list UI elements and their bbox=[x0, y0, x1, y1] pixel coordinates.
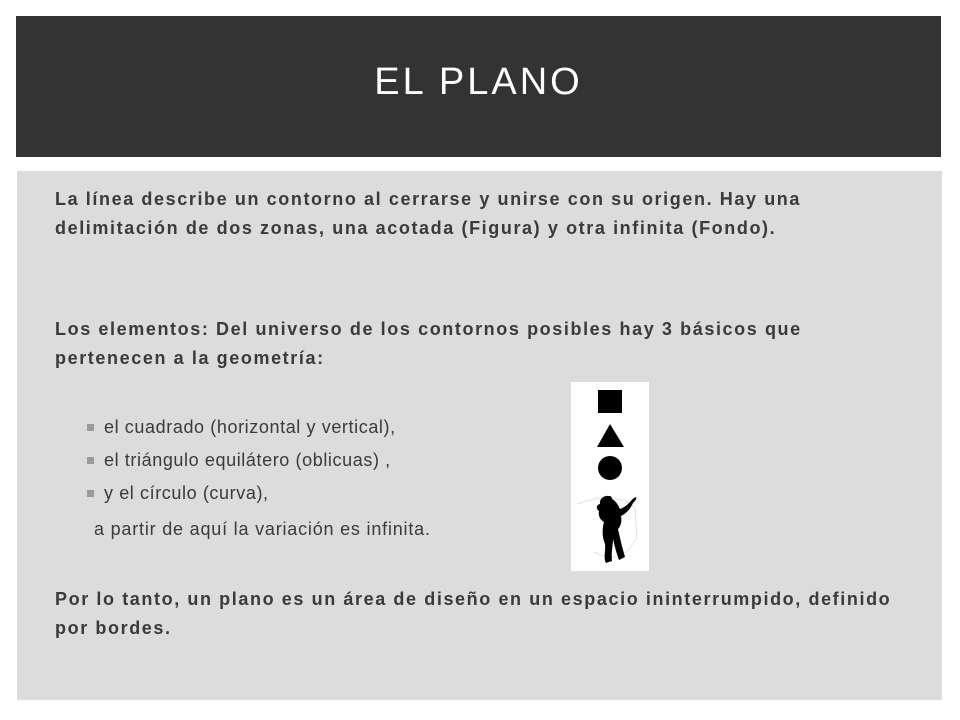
shapes-figure bbox=[571, 382, 649, 571]
list-item-label: el triángulo equilátero (oblicuas) , bbox=[104, 450, 391, 470]
figure-silhouette-icon bbox=[577, 496, 637, 563]
list-item bbox=[87, 477, 396, 510]
shapes-figure-svg bbox=[571, 382, 649, 571]
bullet-icon bbox=[87, 457, 94, 464]
continuation-text: a partir de aquí la variación es infinita. bbox=[94, 519, 431, 539]
list-item-label: y el círculo (curva), bbox=[104, 483, 269, 503]
paragraph-elements: Los elementos: Del universo de los contornos posibles hay 3 básicos que pertenecen a la geometría: bbox=[55, 319, 802, 368]
slide-title: EL PLANO bbox=[374, 61, 583, 104]
paragraph-conclusion: Por lo tanto, un plano es un área de diseño en un espacio ininterrumpido, definido por bordes. bbox=[55, 589, 892, 638]
circle-icon bbox=[598, 456, 622, 480]
content-panel bbox=[17, 171, 942, 700]
bullet-icon bbox=[87, 424, 94, 431]
bullet-icon bbox=[87, 490, 94, 497]
list-item-label: el cuadrado (horizontal y vertical), bbox=[104, 417, 396, 437]
shape-list bbox=[87, 411, 396, 510]
list-item bbox=[87, 444, 396, 477]
list-item bbox=[87, 411, 396, 444]
paragraph-intro: La línea describe un contorno al cerrarse y unirse con su origen. Hay una delimitación de dos zonas, una acotada (Figura) y otra infinita (Fondo). bbox=[55, 189, 801, 238]
square-icon bbox=[598, 390, 622, 413]
triangle-icon bbox=[597, 424, 624, 447]
title-bar bbox=[16, 16, 941, 157]
